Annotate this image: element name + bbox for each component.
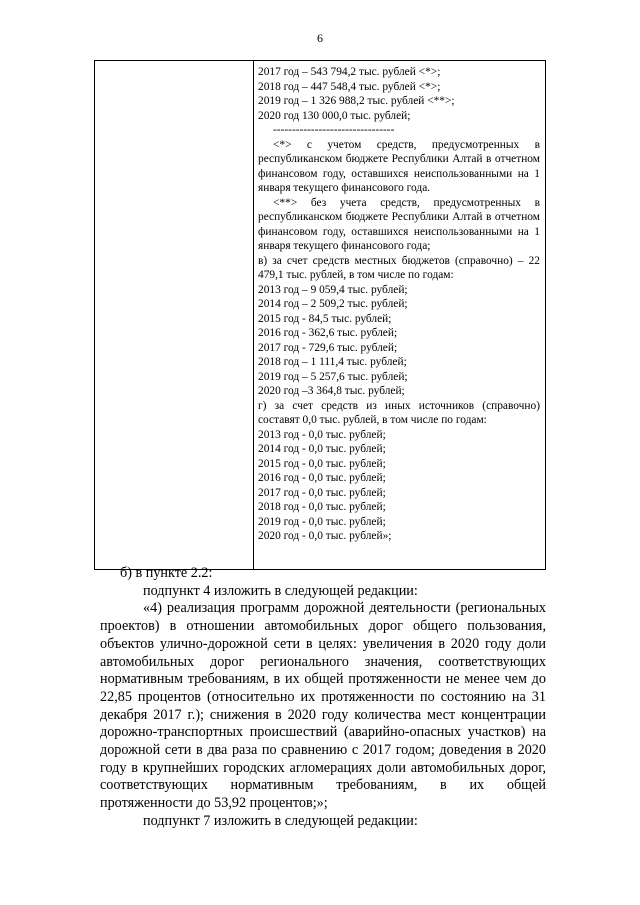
subitem-4-text: «4) реализация программ дорожной деятельности (региональных проектов) в отношении автомобильных дорог общего пользования, объектов улично-дорожной сети в целях: увеличения в 2020 году доли автомобильных дорог регионального значения, соответствующих нормативным требованиям, в их общей протяженности не менее чем до 22,85 процентов (относительно их протяженности по состоянию на 31 декабря 2017 г.); снижения в 2020 году количества мест концентрации дорожно-транспортных происшествий (аварийно-опасных участков) на дорожной сети в два раза по сравнению с 2017 годом; доведения в 2020 году в крупнейших городских агломерациях доли автомобильных дорог, соответствующих нормативным требованиям, в их общей протяженности до 53,92 процентов;»; <box>100 600 546 812</box>
local-budget-year: 2015 год - 84,5 тыс. рублей; <box>258 312 392 325</box>
local-budget-intro: в) за счет средств местных бюджетов (справочно) – 22 479,1 тыс. рублей, в том числе по годам: <box>258 254 540 281</box>
subitem-4-intro: подпункт 4 изложить в следующей редакции: <box>143 582 418 599</box>
local-budget-year: 2013 год – 9 059,4 тыс. рублей; <box>258 283 408 296</box>
funding-line: 2020 год 130 000,0 тыс. рублей; <box>258 109 411 122</box>
footnote-separator: -------------------------------- <box>273 124 395 136</box>
amendment-text <box>100 565 546 831</box>
local-budget-year: 2019 год – 5 257,6 тыс. рублей; <box>258 370 408 383</box>
other-sources-year: 2013 год - 0,0 тыс. рублей; <box>258 428 386 441</box>
funding-line: 2018 год – 447 548,4 тыс. рублей <*>; <box>258 80 441 93</box>
footnote-1: <*> с учетом средств, предусмотренных в республиканском бюджете Республики Алтай в отчетном финансовом году, оставшихся неиспользованными на 1 января текущего финансового года. <box>258 138 540 194</box>
other-sources-year: 2020 год - 0,0 тыс. рублей»; <box>258 530 392 542</box>
item-b: б) в пункте 2.2: <box>120 565 213 581</box>
local-budget-year: 2017 год - 729,6 тыс. рублей; <box>258 341 398 354</box>
other-sources-intro: г) за счет средств из иных источников (справочно) составят 0,0 тыс. рублей, в том числе по годам: <box>258 399 540 426</box>
subitem-7-intro: подпункт 7 изложить в следующей редакции: <box>143 812 418 829</box>
local-budget-year: 2018 год – 1 111,4 тыс. рублей; <box>258 356 407 368</box>
other-sources-year: 2015 год - 0,0 тыс. рублей; <box>258 457 386 470</box>
other-sources-year: 2016 год - 0,0 тыс. рублей; <box>258 472 386 484</box>
program-table <box>94 60 546 570</box>
other-sources-year: 2019 год - 0,0 тыс. рублей; <box>258 515 386 528</box>
funding-line: 2019 год – 1 326 988,2 тыс. рублей <**>; <box>258 95 455 107</box>
other-sources-year: 2017 год - 0,0 тыс. рублей; <box>258 486 386 499</box>
local-budget-year: 2014 год – 2 509,2 тыс. рублей; <box>258 298 408 310</box>
funding-line: 2017 год – 543 794,2 тыс. рублей <*>; <box>258 66 441 78</box>
other-sources-year: 2014 год - 0,0 тыс. рублей; <box>258 443 386 455</box>
local-budget-year: 2016 год - 362,6 тыс. рублей; <box>258 327 398 339</box>
table-column-divider <box>253 61 254 569</box>
page-number: 6 <box>317 31 323 45</box>
other-sources-year: 2018 год - 0,0 тыс. рублей; <box>258 501 386 513</box>
funding-cell <box>258 65 540 544</box>
local-budget-year: 2020 год –3 364,8 тыс. рублей; <box>258 385 405 397</box>
footnote-2: <**> без учета средств, предусмотренных в республиканском бюджете Республики Алтай в отчетном финансовом году, оставшихся неиспользованными на 1 января текущего финансового года; <box>258 196 540 252</box>
